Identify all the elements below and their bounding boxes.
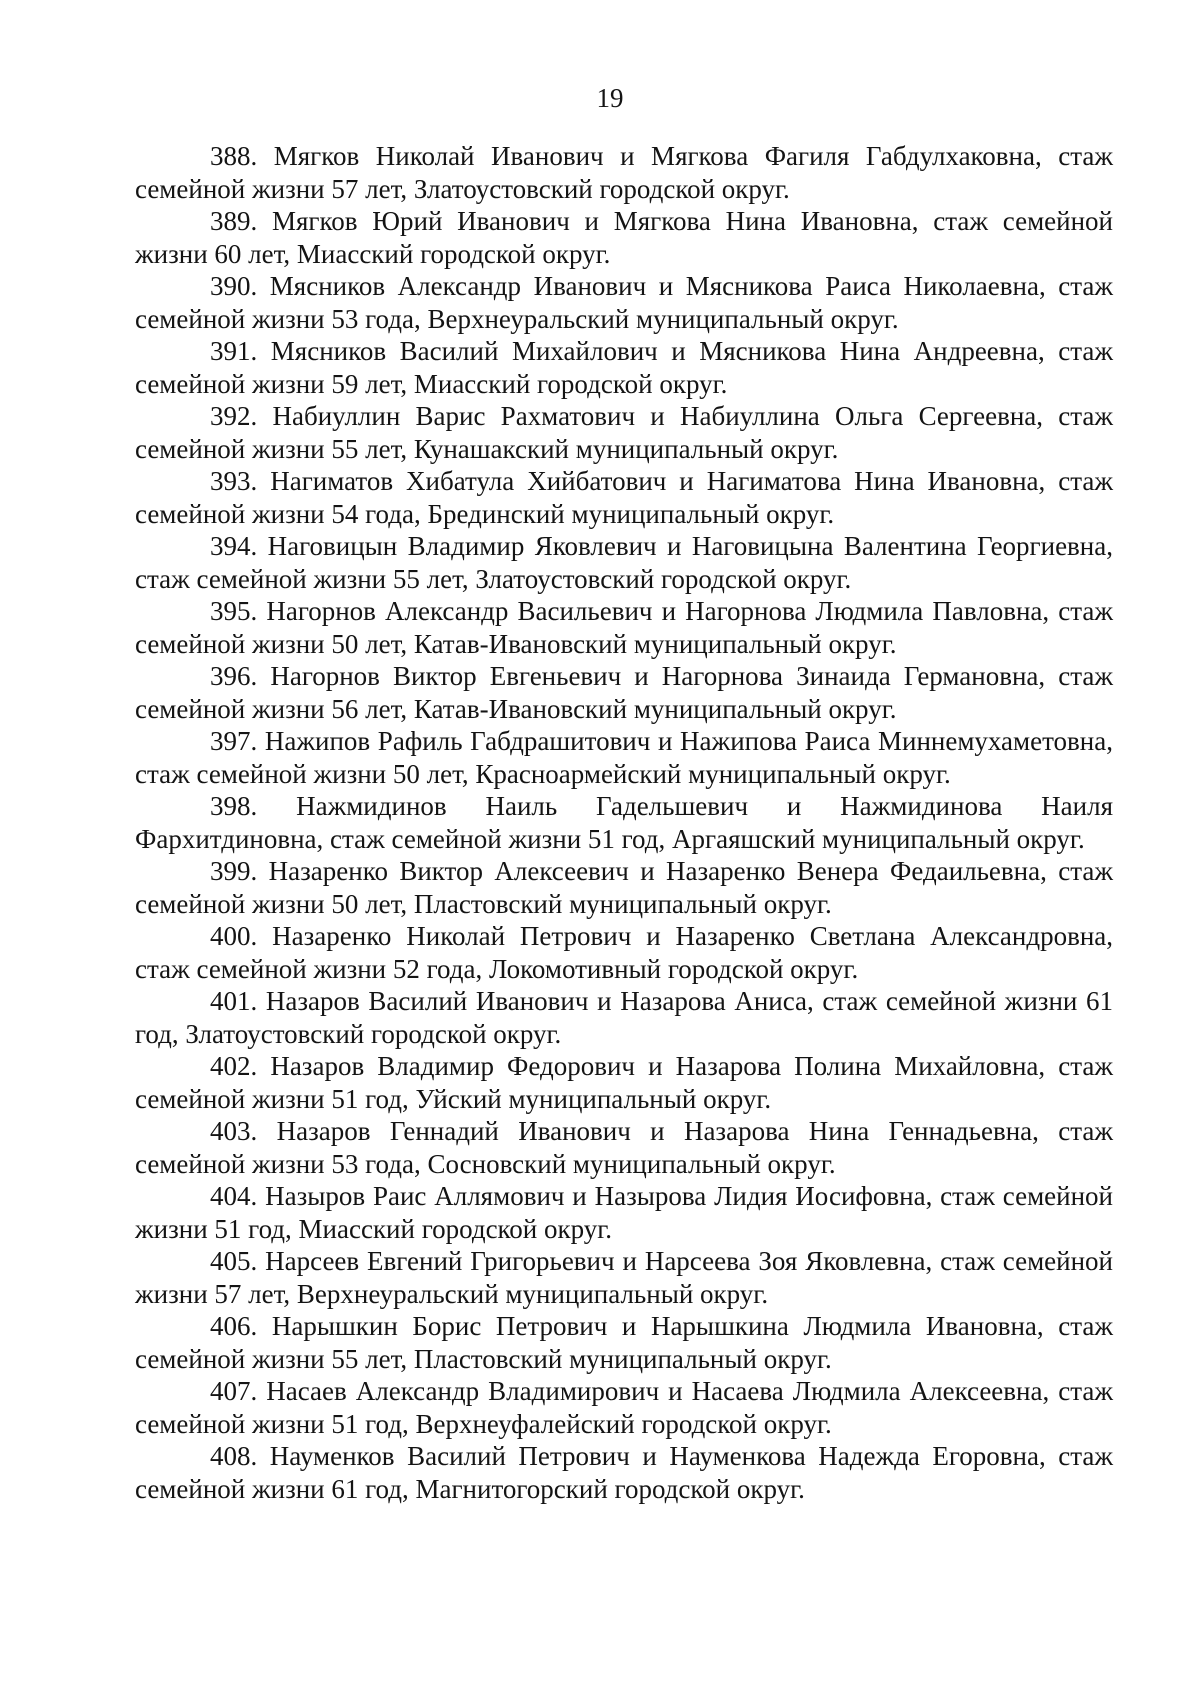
list-item: 393. Нагиматов Хибатула Хийбатович и Нагиматова Нина Ивановна, стаж семейной жизни 54 года, Брединский муниципальный округ. xyxy=(135,466,1113,529)
list-item: 395. Нагорнов Александр Васильевич и Нагорнова Людмила Павловна, стаж семейной жизни 50 лет, Катав-Ивановский муниципальный округ. xyxy=(135,596,1113,659)
entry-list xyxy=(135,140,1113,1505)
list-item: 390. Мясников Александр Иванович и Мясникова Раиса Николаевна, стаж семейной жизни 53 года, Верхнеуральский муниципальный округ. xyxy=(135,271,1113,334)
list-item: 408. Науменков Василий Петрович и Науменкова Надежда Егоровна, стаж семейной жизни 61 год, Магнитогорский городской округ. xyxy=(135,1441,1113,1504)
list-item: 405. Нарсеев Евгений Григорьевич и Нарсеева Зоя Яковлевна, стаж семейной жизни 57 лет, Верхнеуральский муниципальный округ. xyxy=(135,1246,1113,1309)
list-item: 399. Назаренко Виктор Алексеевич и Назаренко Венера Федаильевна, стаж семейной жизни 50 лет, Пластовский муниципальный округ. xyxy=(135,856,1113,919)
list-item: 389. Мягков Юрий Иванович и Мягкова Нина Ивановна, стаж семейной жизни 60 лет, Миасский городской округ. xyxy=(135,206,1113,269)
list-item: 398. Нажмидинов Наиль Гадельшевич и Нажмидинова Наиля Фархитдиновна, стаж семейной жизни 51 год, Аргаяшский муниципальный округ. xyxy=(135,791,1113,854)
list-item: 394. Наговицын Владимир Яковлевич и Наговицына Валентина Георгиевна, стаж семейной жизни 55 лет, Златоустовский городской округ. xyxy=(135,531,1113,594)
list-item: 397. Нажипов Рафиль Габдрашитович и Нажипова Раиса Миннемухаметовна, стаж семейной жизни 50 лет, Красноармейский муниципальный округ. xyxy=(135,726,1113,789)
list-item: 402. Назаров Владимир Федорович и Назарова Полина Михайловна, стаж семейной жизни 51 год, Уйский муниципальный округ. xyxy=(135,1051,1113,1114)
list-item: 392. Набиуллин Варис Рахматович и Набиуллина Ольга Сергеевна, стаж семейной жизни 55 лет, Кунашакский муниципальный округ. xyxy=(135,401,1113,464)
list-item: 396. Нагорнов Виктор Евгеньевич и Нагорнова Зинаида Германовна, стаж семейной жизни 56 лет, Катав-Ивановский муниципальный округ. xyxy=(135,661,1113,724)
list-item: 404. Назыров Раис Аллямович и Назырова Лидия Иосифовна, стаж семейной жизни 51 год, Миасский городской округ. xyxy=(135,1181,1113,1244)
list-item: 401. Назаров Василий Иванович и Назарова Аниса, стаж семейной жизни 61 год, Златоустовский городской округ. xyxy=(135,986,1113,1049)
page-number: 19 xyxy=(596,83,624,113)
list-item: 403. Назаров Геннадий Иванович и Назарова Нина Геннадьевна, стаж семейной жизни 53 года, Сосновский муниципальный округ. xyxy=(135,1116,1113,1179)
list-item: 391. Мясников Василий Михайлович и Мясникова Нина Андреевна, стаж семейной жизни 59 лет, Миасский городской округ. xyxy=(135,336,1113,399)
list-item: 406. Нарышкин Борис Петрович и Нарышкина Людмила Ивановна, стаж семейной жизни 55 лет, Пластовский муниципальный округ. xyxy=(135,1311,1113,1374)
list-item: 407. Насаев Александр Владимирович и Насаева Людмила Алексеевна, стаж семейной жизни 51 год, Верхнеуфалейский городской округ. xyxy=(135,1376,1113,1439)
list-item: 400. Назаренко Николай Петрович и Назаренко Светлана Александровна, стаж семейной жизни 52 года, Локомотивный городской округ. xyxy=(135,921,1113,984)
list-item: 388. Мягков Николай Иванович и Мягкова Фагиля Габдулхаковна, стаж семейной жизни 57 лет, Златоустовский городской округ. xyxy=(135,141,1113,204)
